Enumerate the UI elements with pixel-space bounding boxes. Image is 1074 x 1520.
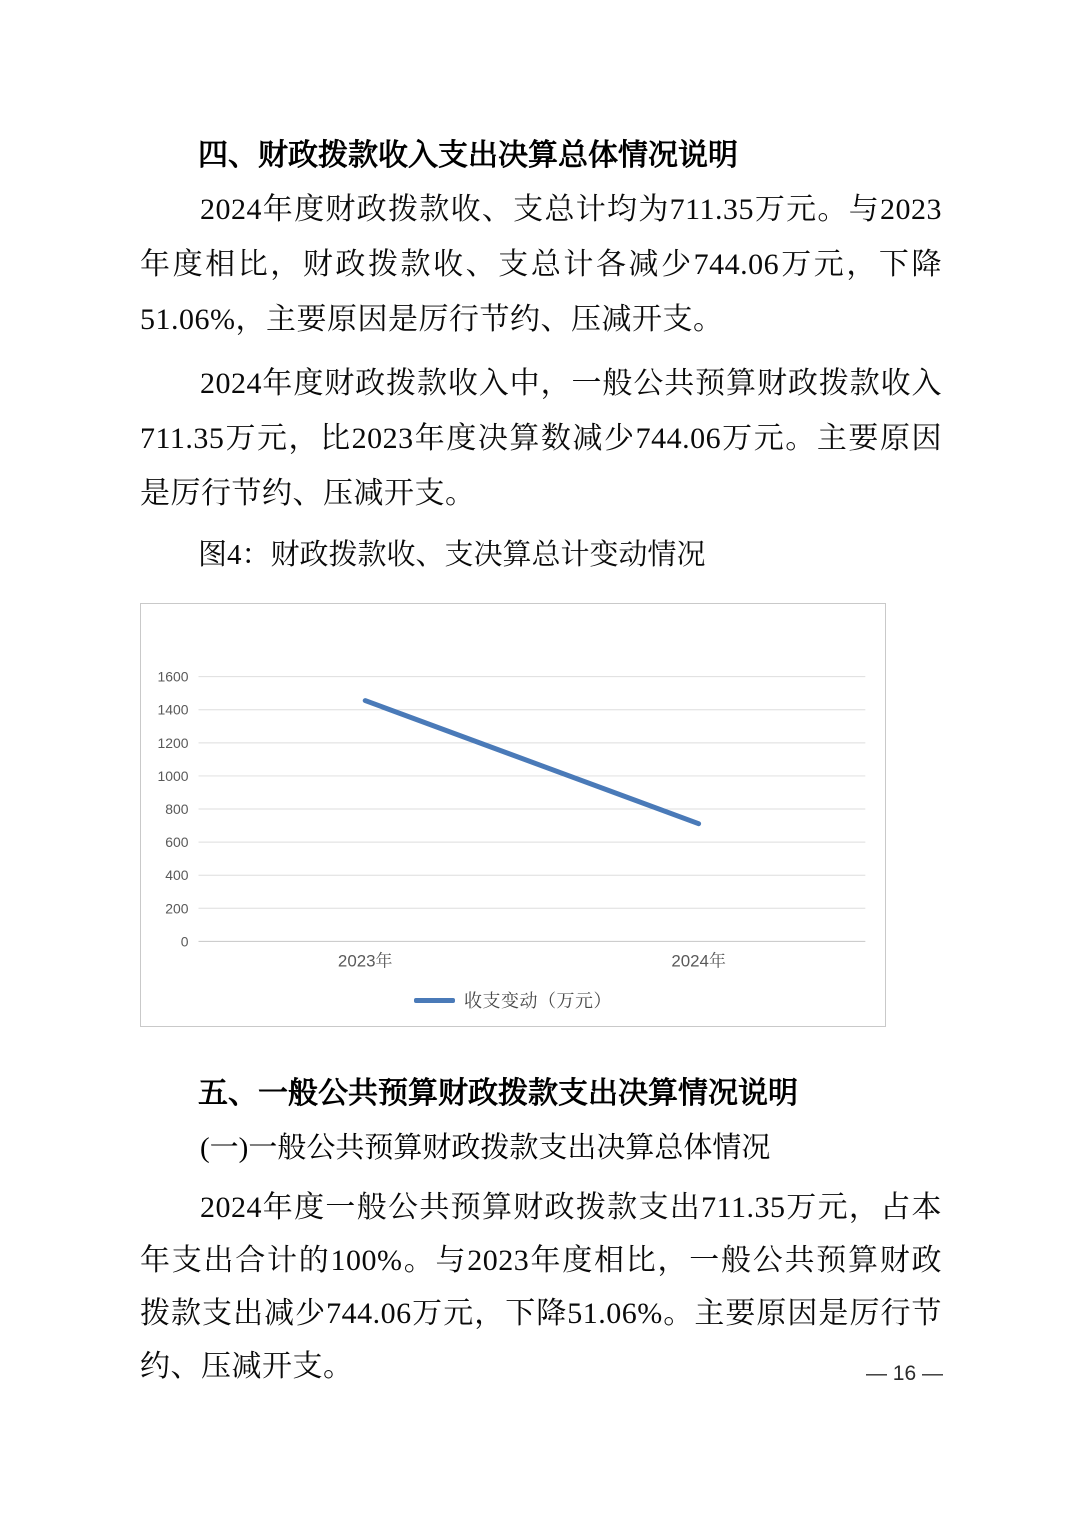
section4-paragraph-1: 2024年度财政拨款收、支总计均为711.35万元。与2023年度相比，财政拨款收、支总计各减少744.06万元，下降51.06%，主要原因是厉行节约、压减开支。 — [140, 193, 942, 336]
y-tick-label: 1400 — [157, 701, 189, 718]
chart-legend — [141, 987, 885, 1013]
y-tick-label: 1000 — [157, 767, 189, 784]
y-tick-label: 400 — [165, 867, 189, 884]
y-tick-label: 0 — [180, 933, 189, 950]
y-tick-label: 800 — [165, 801, 189, 818]
y-tick-label: 200 — [165, 900, 189, 917]
y-tick-label: 1600 — [157, 668, 189, 685]
figure4-caption: 图4：财政拨款收、支决算总计变动情况 — [198, 539, 706, 571]
x-tick-label: 2023年 — [337, 951, 393, 971]
section5-paragraph-1: 2024年度一般公共预算财政拨款支出711.35万元，占本年支出合计的100%。与2023年度相比，一般公共预算财政拨款支出减少744.06万元，下降51.06%。主要原因是厉行节约、压减开支。 — [140, 1191, 942, 1383]
series-line — [365, 701, 698, 824]
y-tick-label: 1200 — [157, 734, 189, 751]
legend-line-swatch — [414, 998, 455, 1003]
section5-subheading: (一)一般公共预算财政拨款支出决算总体情况 — [200, 1132, 771, 1164]
y-tick-label: 600 — [165, 834, 189, 851]
figure4-chart-svg — [141, 604, 885, 1026]
section5-heading: 五、一般公共预算财政拨款支出决算情况说明 — [198, 1077, 798, 1110]
section4-paragraph-2: 2024年度财政拨款收入中，一般公共预算财政拨款收入711.35万元，比2023年度决算数减少744.06万元。主要原因是厉行节约、压减开支。 — [140, 367, 942, 510]
legend-series-label: 收支变动（万元） — [464, 991, 612, 1011]
page-number: — 16 — — [865, 1362, 943, 1385]
figure4-chart — [140, 603, 886, 1027]
section4-heading: 四、财政拨款收入支出决算总体情况说明 — [198, 139, 738, 172]
x-tick-label: 2024年 — [671, 951, 726, 971]
